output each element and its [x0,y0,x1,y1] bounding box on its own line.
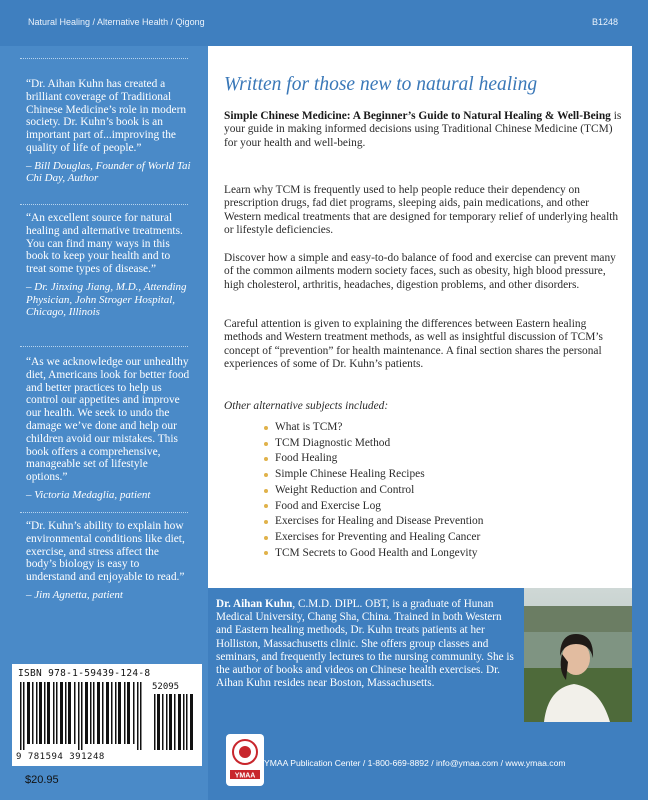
barcode-panel [12,664,202,766]
description-panel [208,46,632,588]
price-label: $20.95 [25,774,59,786]
list-item-label: Simple Chinese Healing Recipes [275,468,425,481]
list-item-label: Exercises for Preventing and Healing Cancer [275,530,481,543]
category-label: Natural Healing / Alternative Health / Qigong [28,17,205,27]
list-item-label: TCM Secrets to Good Health and Longevity [275,546,478,559]
paragraph-4: Careful attention is given to explaining the differences between Eastern healing methods and Western treatment methods, as well as insightful discussion of TCM’s concept of “prevention” for health maintenance. A final section shares the personal experiences of some of Dr. Kuhn’s patients. [224,318,603,370]
list-item [264,451,483,467]
quote-text: “An excellent source for natural healing and alternative treatments. You can find many ways in this book to keep your health and to treat some types of disease.” [26,212,183,276]
bullet-icon [264,426,268,430]
list-item-label: TCM Diagnostic Method [275,436,391,449]
quote-attribution: – Victoria Medaglia, patient [26,488,151,501]
publisher-logo-icon [226,734,264,786]
author-bio [216,598,518,690]
intro-text: is your guide in making informed decisions using Traditional Chinese Medicine (TCM) for your health and well-being. [224,110,622,149]
isbn-number: ISBN 978-1-59439-124-8 [18,668,151,679]
list-item [264,499,483,515]
list-item [264,436,483,452]
paragraph-3: Discover how a simple and easy-to-do balance of food and exercise can prevent many of the common ailments modern society faces, such as obesity, high blood pressure, high cholesterol, arthritis, headaches, digestion problems, and other disorders. [224,252,616,291]
bullet-icon [264,520,268,524]
list-item-label: Food and Exercise Log [275,499,381,512]
barcode-digits: 9 781594 391248 [16,752,105,762]
headline: Written for those new to natural healing [224,74,538,95]
bullet-icon [264,551,268,555]
footer [208,722,648,800]
quote-text: “As we acknowledge our unhealthy diet, Americans look for better food and better practices to help us control our appetites and improve our health. We seek to undo the damage we’ve done and help our children avoid our mistakes. This book offers a comprehensive, manageable set of lifestyle options.” [26,356,190,484]
price-addon-number: 52095 [152,682,180,692]
quote-text: “Dr. Aihan Kuhn has created a brilliant coverage of Traditional Chinese Medicine’s role in modern society. Dr. Kuhn’s book is an important part of...improving the quality of life of people.” [26,78,187,154]
author-photo [524,588,632,722]
quote-3 [26,356,192,502]
bullet-icon [264,504,268,508]
divider [20,58,188,59]
author-panel [208,588,632,722]
intro-paragraph [224,110,622,150]
addon-barcode-icon [154,694,196,750]
divider [20,512,188,513]
divider [20,346,188,347]
list-item [264,514,483,530]
top-bar [0,0,648,46]
subjects-list [264,420,483,561]
quote-1 [26,78,192,185]
quote-attribution: – Dr. Jinxing Jiang, M.D., Attending Physician, John Stroger Hospital, Chicago, Illinois [26,280,187,319]
book-title: Simple Chinese Medicine: A Beginner’s Guide to Natural Healing & Well-Being [224,110,611,122]
publisher-line: YMAA Publication Center / 1-800-669-8892 / info@ymaa.com / www.ymaa.com [264,758,566,768]
bullet-icon [264,457,268,461]
quote-2 [26,212,192,319]
quote-4 [26,520,192,602]
bullet-icon [264,536,268,540]
list-item [264,546,483,562]
list-item [264,420,483,436]
bullet-icon [264,442,268,446]
quote-attribution: – Bill Douglas, Founder of World Tai Chi Day, Author [26,159,191,185]
barcode-icon [20,682,144,750]
list-item-label: Exercises for Healing and Disease Prevention [275,515,484,528]
list-item [264,530,483,546]
author-name: Dr. Aihan Kuhn [216,598,293,610]
paragraph-2: Learn why TCM is frequently used to help people reduce their dependency on prescription drugs, fad diet programs, sleeping aids, pain medications, and other Western medical treatments that are designed for temporary relief of underlying health or lifestyle deficiencies. [224,184,619,236]
publisher-logo-text: YMAA [234,772,256,780]
list-item [264,467,483,483]
list-item-label: What is TCM? [275,421,343,433]
bullet-icon [264,473,268,477]
bullet-icon [264,489,268,493]
book-code: B1248 [591,17,618,27]
list-item-label: Food Healing [275,452,338,465]
list-item [264,483,483,499]
quote-attribution: – Jim Agnetta, patient [26,588,123,601]
subjects-label: Other alternative subjects included: [224,400,389,412]
divider [20,204,188,205]
quote-text: “Dr. Kuhn’s ability to explain how environmental conditions like diet, exercise, and stress affect the body’s biology is easy to understand and enjoyable to read.” [26,520,185,584]
author-bio-text: , C.M.D. DIPL. OBT, is a graduate of Hunan Medical University, Chang Sha, China. Trained in both Western and Eastern healing methods, Dr. Kuhn treats patients at her Holliston, Massachusetts clinic. She offers group classes and seminars, and frequently lectures to the nursing community. She is the author of books and videos on Chinese health exercises. Dr. Aihan Kuhn resides near Boston, Massachusetts. [216,598,514,690]
list-item-label: Weight Reduction and Control [275,483,415,496]
